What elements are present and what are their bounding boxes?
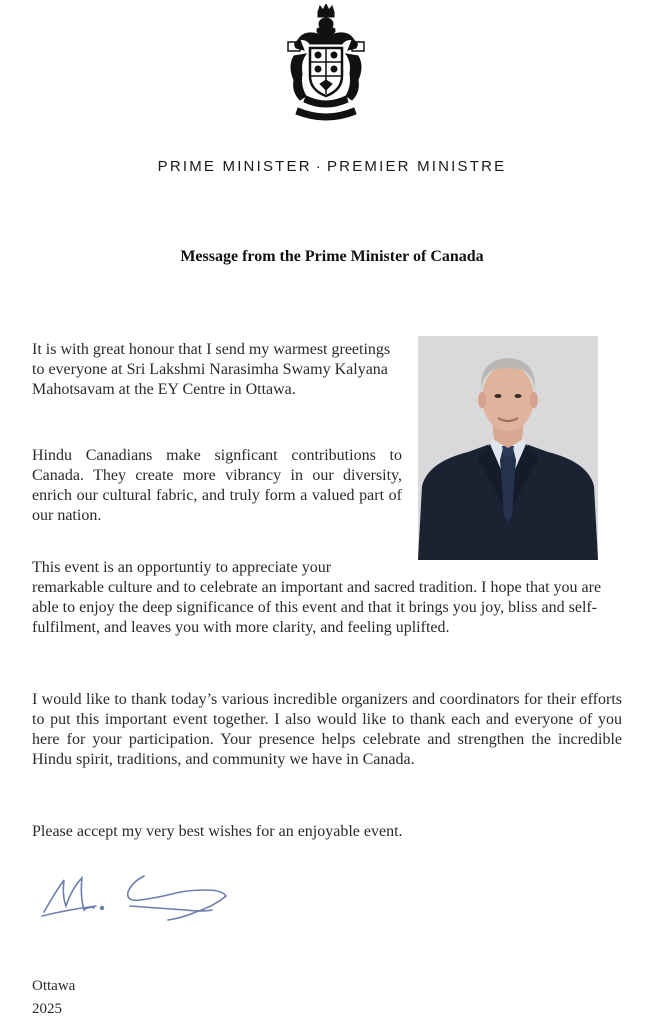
office-title-french: PREMIER MINISTRE: [326, 158, 507, 175]
paragraph-event-first-line: This event is an opportuntiy to appreciate your: [32, 559, 332, 576]
paragraph-event: [32, 558, 622, 638]
paragraph-greeting: It is with great honour that I send my warmest greetings to everyone at Sri Lakshmi Narasimha Swamy Kalyana Mahotsavam at the EY Centre in Ottawa.: [32, 341, 391, 398]
paragraph-contributions: Hindu Canadians make signficant contributions to Canada. They create more vibrancy in our diversity, enrich our cultural fabric, and truly form a valued part of our nation.: [32, 447, 402, 524]
title-separator: ·: [315, 158, 323, 175]
office-title: [0, 158, 664, 175]
paragraph-event-rest: remarkable culture and to celebrate an important and sacred tradition. I hope that you are able to enjoy the deep significance of this event and that it brings you joy, bliss and self-fulfilment, and leaves you with more clarity, and feeling uplifted.: [32, 579, 602, 636]
office-title-english: PRIME MINISTER: [157, 158, 312, 175]
paragraph-thanks: I would like to thank today’s various incredible organizers and coordinators for their efforts to put this important event together. I also would like to thank each and everyone of you here for your participation. Your presence helps celebrate and strengthen the incredible Hindu spirit, traditions, and community we have in Canada.: [32, 691, 622, 768]
letter-heading: Message from the Prime Minister of Canada: [180, 248, 484, 265]
closing-year: 2025: [32, 1001, 62, 1017]
portrait-photo: [418, 336, 598, 560]
closing-place: Ottawa: [32, 978, 76, 994]
signature: [36, 866, 236, 928]
paragraph-wishes: Please accept my very best wishes for an enjoyable event.: [32, 823, 403, 840]
coat-of-arms-icon: [284, 4, 368, 126]
